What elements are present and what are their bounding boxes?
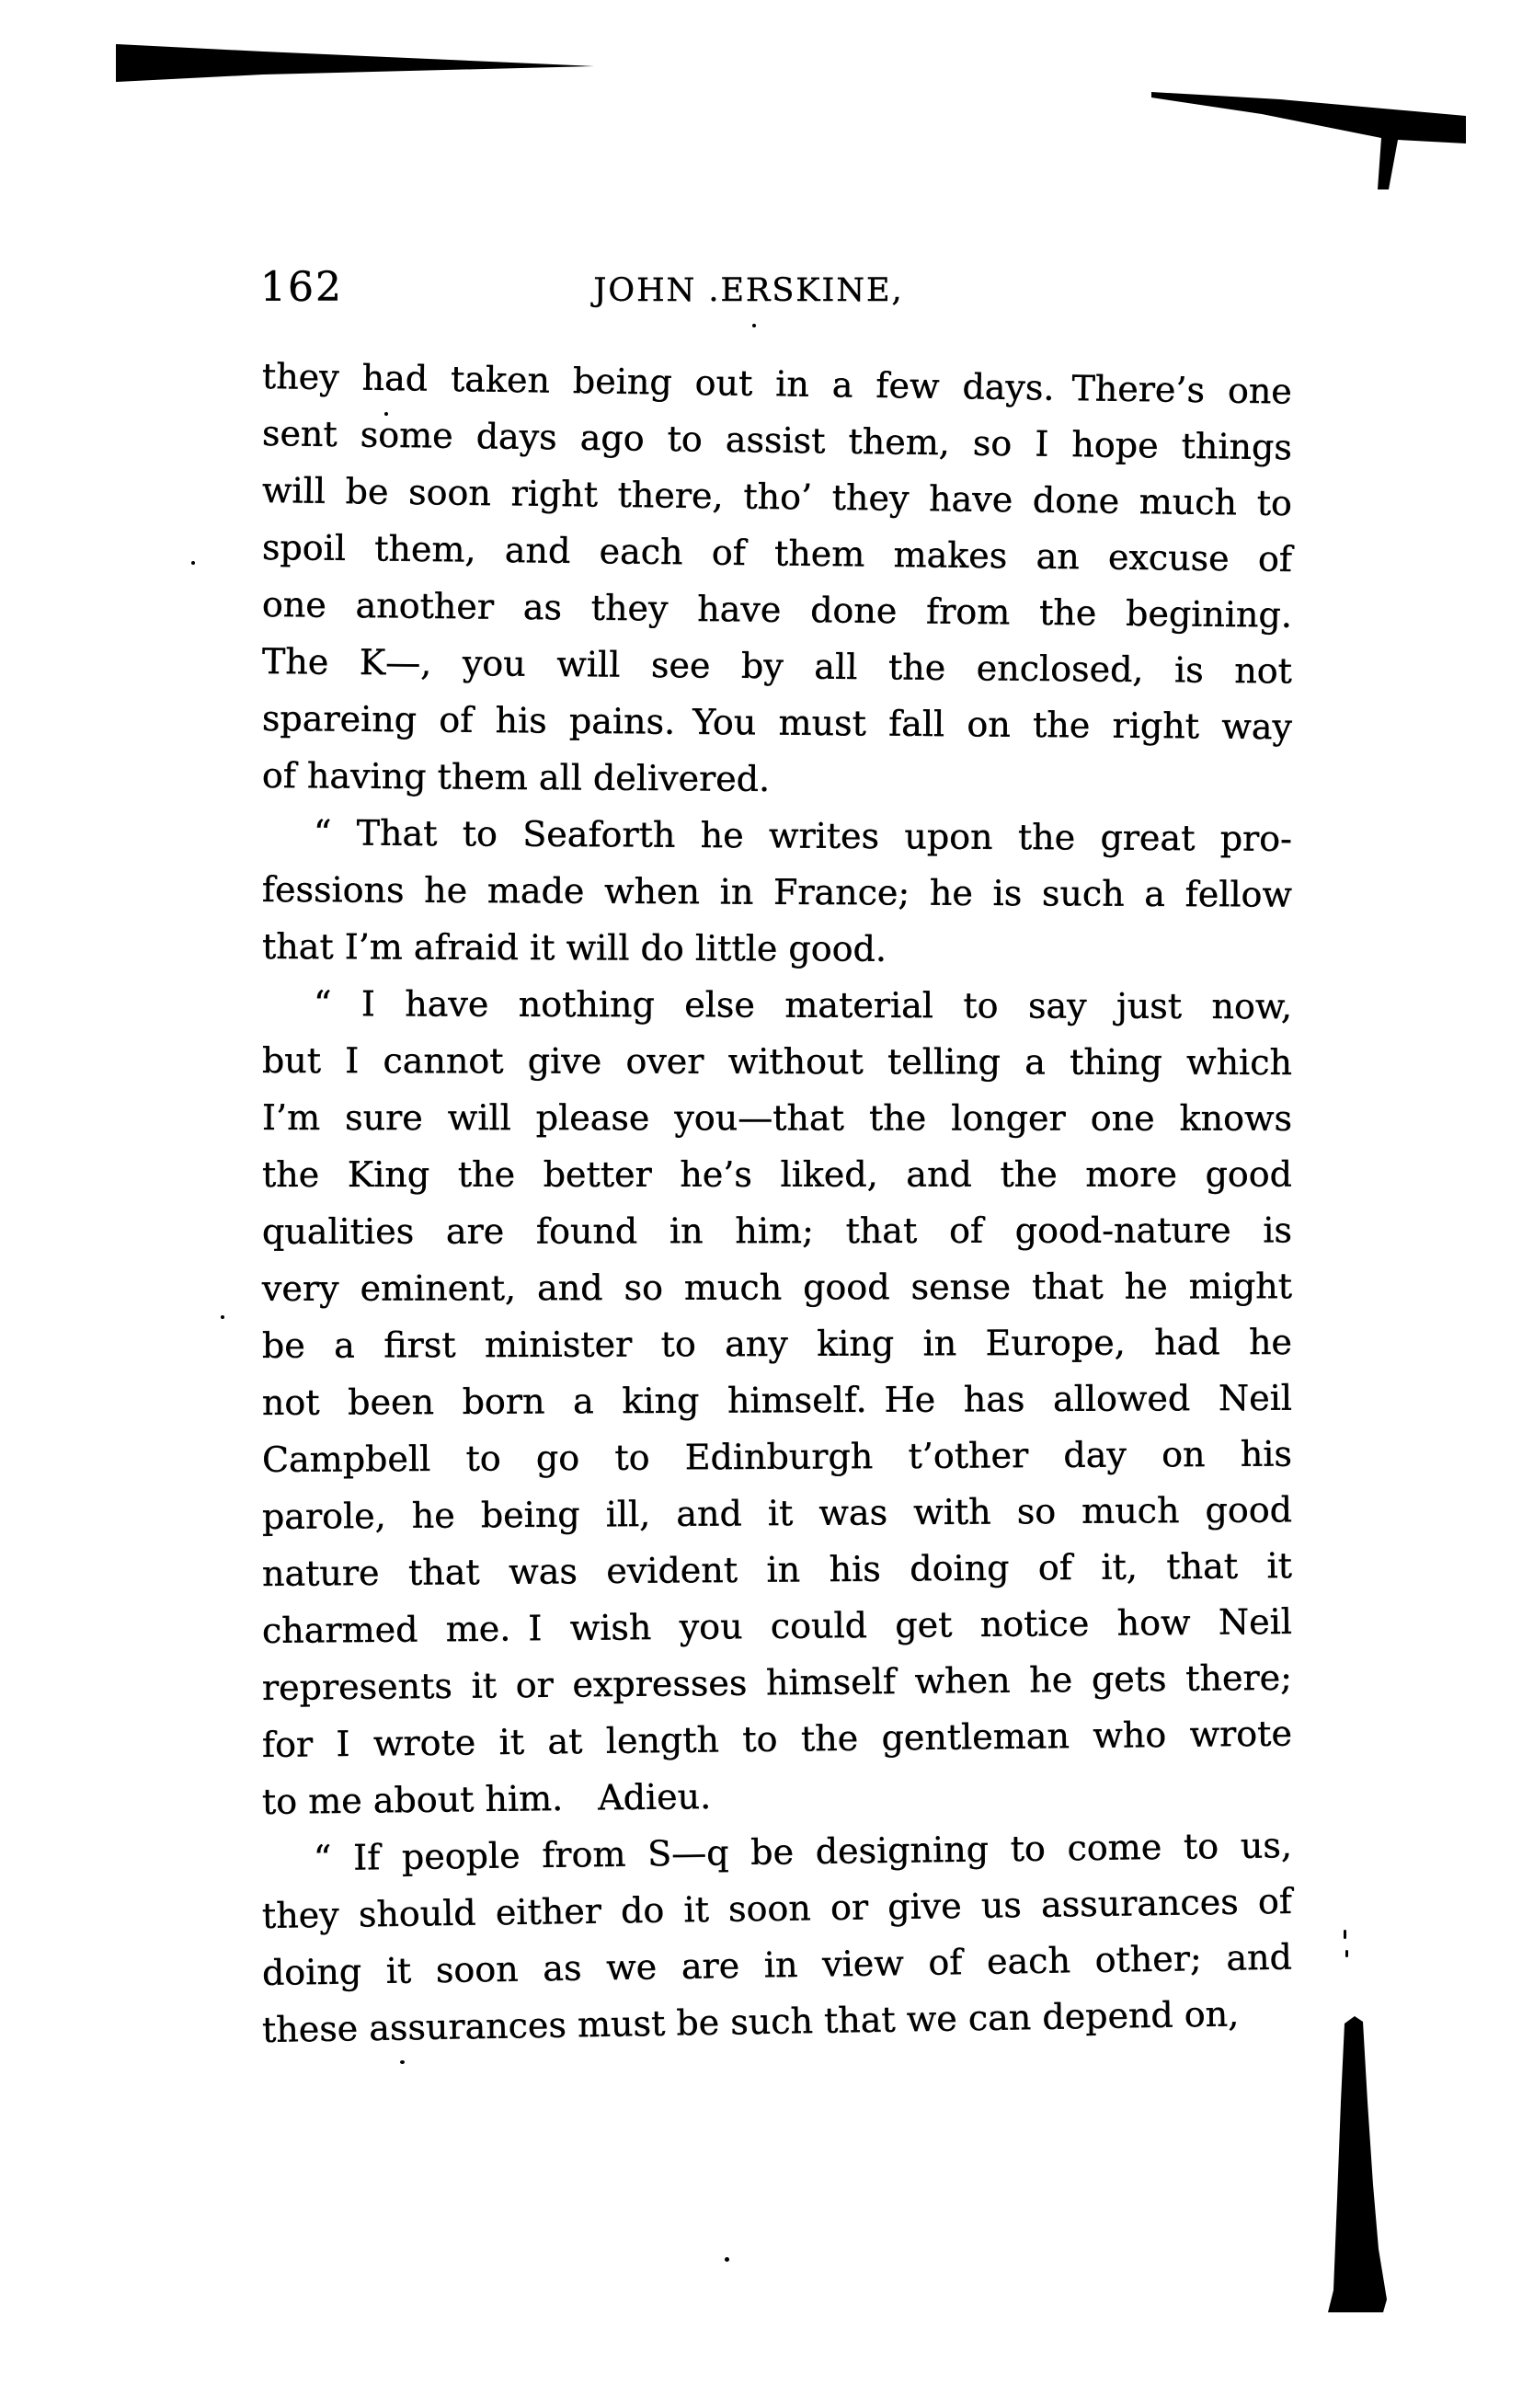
text-line: not been born a king himself. He has allowed Neil — [261, 1377, 1293, 1423]
page-number: 162 — [260, 264, 343, 311]
text-line: “ If people from S—q be designing to come to us, — [313, 1825, 1293, 1879]
scan-speck — [1345, 1950, 1348, 1957]
text-line: “ I have nothing else material to say just now, — [313, 983, 1293, 1027]
page-text — [262, 348, 1292, 2058]
text-line: nature that was evident in his doing of it, that it — [261, 1545, 1293, 1594]
text-line: they should either do it soon or give us assurances of — [261, 1880, 1293, 1936]
text-line: fessions he made when in France; he is such a fellow — [261, 869, 1293, 915]
text-line: “ That to Seaforth he writes upon the great pro- — [313, 812, 1293, 859]
text-line: that I’m afraid it will do little good. — [261, 926, 887, 969]
text-line: The K—, you will see by all the enclosed, is not — [261, 641, 1293, 692]
text-line: spareing of his pains. You must fall on the right way — [261, 698, 1293, 748]
text-line: these assurances must be such that we can depend on, — [261, 1993, 1240, 2050]
text-line: of having them all delivered. — [261, 755, 771, 800]
text-line: sent some days ago to assist them, so I hope things — [261, 413, 1293, 468]
text-line: charmed me. I wish you could get notice how Neil — [261, 1600, 1293, 1651]
text-line: qualities are found in him; that of good-nature is — [261, 1210, 1293, 1252]
scan-artifact-top-right — [1151, 85, 1466, 197]
scan-speck — [221, 1315, 224, 1319]
text-line: parole, he being ill, and it was with so much good — [261, 1489, 1293, 1537]
scan-artifact-bottom-right — [1322, 2014, 1389, 2318]
scan-speck — [191, 561, 195, 565]
text-line: they had taken being out in a few days. There’s one — [261, 356, 1293, 412]
scan-speck — [1344, 1930, 1346, 1939]
text-line: Campbell to go to Edinburgh t’other day on his — [261, 1433, 1293, 1480]
text-line: be a first minister to any king in Europe, had he — [261, 1322, 1293, 1366]
text-line: I’m sure will please you—that the longer one knows — [261, 1097, 1293, 1139]
scan-speck — [725, 2257, 729, 2262]
text-line: will be soon right there, tho’ they have done much to — [261, 470, 1293, 524]
text-line: the King the better he’s liked, and the more good — [261, 1153, 1293, 1195]
text-line: represents it or expresses himself when he gets there; — [261, 1657, 1293, 1708]
scan-speck — [752, 324, 756, 327]
scan-speck — [400, 2060, 405, 2064]
text-line: doing it soon as we are in view of each other; and — [261, 1936, 1293, 1993]
text-line: but I cannot give over without telling a thing which — [261, 1040, 1293, 1084]
scan-artifact-top-left — [116, 40, 599, 85]
text-line: for I wrote it at length to the gentleman who wrote — [261, 1713, 1293, 1765]
text-line: very eminent, and so much good sense that he might — [261, 1266, 1293, 1309]
text-line: spoil them, and each of them makes an excuse of — [261, 527, 1293, 579]
running-title: JOHN .ERSKINE, — [593, 272, 904, 309]
text-line: one another as they have done from the begining. — [261, 584, 1293, 636]
text-line: to me about him. Adieu. — [261, 1776, 712, 1822]
